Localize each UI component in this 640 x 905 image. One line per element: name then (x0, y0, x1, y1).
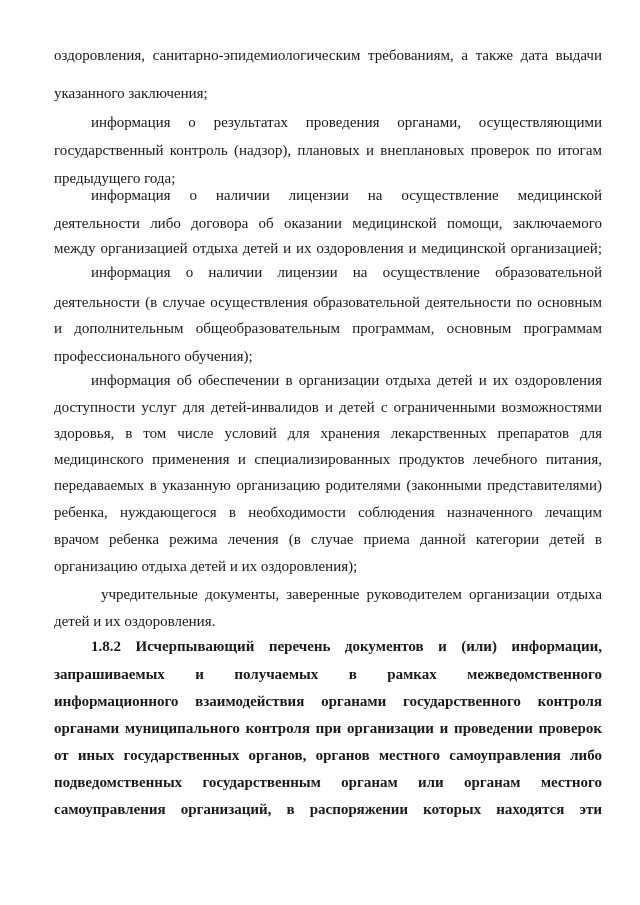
text-line: передаваемых в указанную организацию родителями (законными представителями) (54, 478, 602, 494)
text-line: подведомственных государственным органам или органам местного (54, 775, 602, 791)
text-line: оздоровления, санитарно-эпидемиологическим требованиям, а также дата выдачи (54, 48, 602, 64)
text-line: профессионального обучения); (54, 349, 253, 365)
text-line: информация об обеспечении в организации отдыха детей и их оздоровления (91, 373, 602, 389)
text-line: информация о наличии лицензии на осуществление образовательной (91, 265, 602, 281)
text-line: здоровья, в том числе условий для хранения лекарственных препаратов для (54, 426, 602, 442)
text-line: государственный контроль (надзор), плановых и внеплановых проверок по итогам (54, 143, 602, 159)
text-line: врачом ребенка режима лечения (в случае приема данной категории детей в (54, 532, 602, 548)
text-line: информационного взаимодействия органами государственного контроля (54, 694, 602, 710)
text-line: информация о результатах проведения органами, осуществляющими (91, 115, 602, 131)
text-line: между организацией отдыха детей и их оздоровления и медицинской организацией; (54, 241, 602, 257)
text-line: самоуправления организаций, в распоряжении которых находятся эти (54, 802, 602, 818)
text-line: от иных государственных органов, органов местного самоуправления либо (54, 748, 602, 764)
text-line: деятельности (в случае осуществления образовательной деятельности по основным (54, 295, 602, 311)
text-line: и дополнительным общеобразовательным программам, основным программам (54, 321, 602, 337)
text-line: учредительные документы, заверенные руководителем организации отдыха (101, 587, 602, 603)
text-line: доступности услуг для детей-инвалидов и детей с ограниченными возможностями (54, 400, 602, 416)
text-line: запрашиваемых и получаемых в рамках межведомственного (54, 667, 602, 683)
text-line: предыдущего года; (54, 171, 176, 187)
text-line: ребенка, нуждающегося в необходимости соблюдения назначенного лечащим (54, 505, 602, 521)
text-line: организацию отдыха детей и их оздоровления); (54, 559, 358, 575)
text-line: указанного заключения; (54, 86, 208, 102)
text-line: медицинского применения и специализированных продуктов лечебного питания, (54, 452, 602, 468)
text-line: деятельности либо договора об оказании медицинской помощи, заключаемого (54, 216, 602, 232)
text-line: информация о наличии лицензии на осуществление медицинской (91, 188, 602, 204)
section-heading-line: 1.8.2 Исчерпывающий перечень документов и (или) информации, (91, 639, 602, 655)
text-line: детей и их оздоровления. (54, 614, 216, 630)
text-line: органами муниципального контроля при организации и проведении проверок (54, 721, 602, 737)
